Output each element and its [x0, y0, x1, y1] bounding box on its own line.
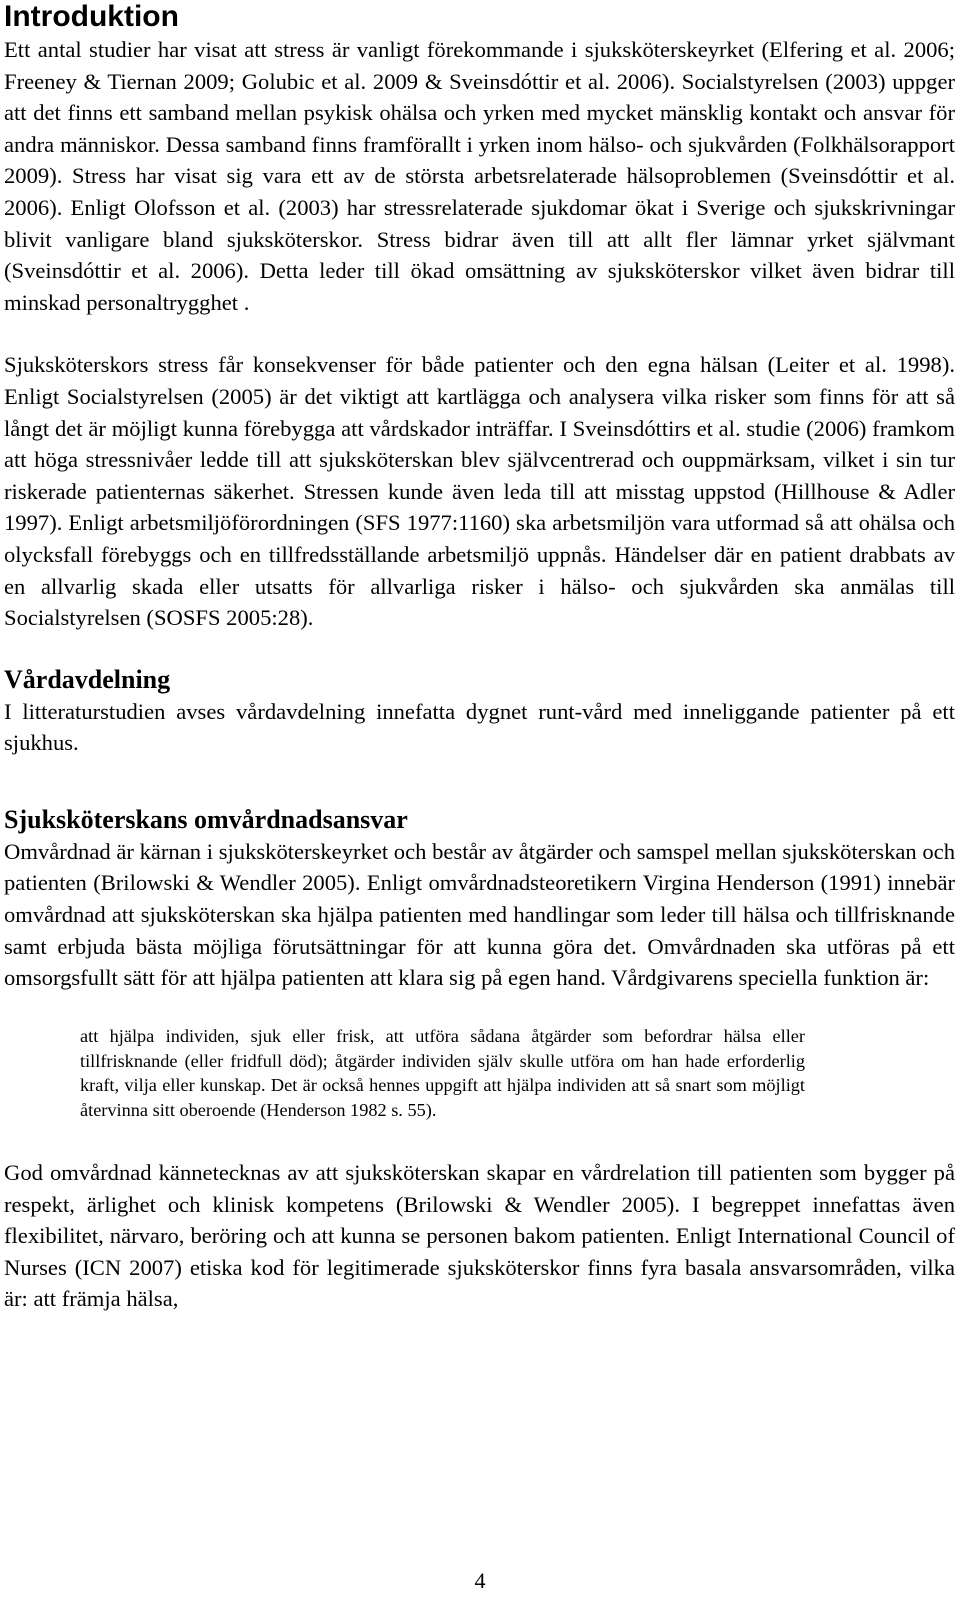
omvardnadsansvar-paragraph-2: God omvårdnad kännetecknas av att sjuksköterskan skapar en vårdrelation till patienten som bygger på respekt, ärlighet och klinisk kompetens (Brilowski & Wendler 2005). I begreppet innefattas även flexibilitet, närvaro, beröring och att kunna se personen bakom patienten. Enligt International Council of Nurses (ICN 2007) etiska kod för legitimerade sjuksköterskor finns fyra basala ansvarsområden, vilka är: att främja hälsa,: [4, 1160, 955, 1312]
vardavdelning-paragraph: I litteraturstudien avses vårdavdelning innefatta dygnet runt-vård med inneliggande patienter på ett sjukhus.: [4, 698, 955, 756]
section-heading-introduktion: Introduktion: [4, 0, 179, 33]
introduktion-paragraph-1: Ett antal studier har visat att stress är vanligt förekommande i sjuksköterskeyrket (Elfering et al. 2006; Freeney & Tiernan 2009; Golubic et al. 2009 & Sveinsdóttir et al. 2006). Socialstyrelsen (2003) uppger att det finns ett samband mellan psykisk ohälsa och yrken med mycket mänsklig kontakt och ansvar för andra människor. Dessa samband finns framförallt i yrken inom hälso- och sjukvården (Folkhälsorapport 2009). Stress har visat sig vara ett av de största arbetsrelaterade hälsoproblemen (Sveinsdóttir et al. 2006). Enligt Olofsson et al. (2003) har stressrelaterade sjukdomar ökat i Sverige och sjukskrivningar blivit vanligare bland sjuksköterskor. Stress bidrar även till att allt fler lämnar yrket självmant (Sveinsdóttir et al. 2006). Detta leder till ökad omsättning av sjuksköterskor vilket även bidrar till minskad personaltrygghet .: [4, 37, 955, 315]
introduktion-paragraph-2: Sjuksköterskors stress får konsekvenser för både patienter och den egna hälsan (Leiter et al. 1998). Enligt Socialstyrelsen (2005) är det viktigt att kartlägga och analysera vilka risker som finns för att så långt det är möjligt kunna förebygga att vårdskador inträffar. I Sveinsdóttirs et al. studie (2006) framkom att höga stressnivåer ledde till att sjuksköterskan blev självcentrerad och ouppmärksam, vilket i sin tur riskerade patienternas säkerhet. Stressen kunde även leda till att misstag uppstod (Hillhouse & Adler 1997). Enligt arbetsmiljöförordningen (SFS 1977:1160) ska arbetsmiljön vara utformad så att ohälsa och olycksfall förebyggs och en tillfredsställande arbetsmiljö uppnås. Händelser där en patient drabbats av en allvarlig skada eller utsatts för allvarliga risker i hälso- och sjukvården ska anmälas till Socialstyrelsen (SOSFS 2005:28).: [4, 352, 955, 631]
section-heading-omvardnadsansvar: Sjuksköterskans omvårdnadsansvar: [4, 804, 408, 834]
page-number: 4: [474, 1568, 486, 1593]
block-quote: [80, 1024, 805, 1123]
omvardnadsansvar-paragraph-1: Omvårdnad är kärnan i sjuksköterskeyrket och består av åtgärder och samspel mellan sjuksköterskan och patienten (Brilowski & Wendler 2005). Enligt omvårdnadsteoretikern Virgina Henderson (1991) innebär omvårdnad att sjuksköterskan ska hjälpa patienten med handlingar som leder till hälsa och tillfrisknande samt erbjuda bästa möjliga förutsättningar för att kunna göra det. Omvårdnaden ska utföras på ett omsorgsfullt sätt för att hjälpa patienten att klara sig på egen hand. Vårdgivarens speciella funktion är:: [4, 838, 955, 991]
section-heading-vardavdelning: Vårdavdelning: [4, 664, 171, 694]
block-quote-text: att hjälpa individen, sjuk eller frisk, att utföra sådana åtgärder som befordrar hälsa eller tillfrisknande (eller fridfull död); åtgärder individen själv skulle utföra om han hade erforderlig kraft, vilja eller kunskap. Det är också hennes uppgift att hjälpa individen att så snart som möjligt återvinna sitt oberoende (Henderson 1982 s. 55).: [80, 1025, 805, 1121]
